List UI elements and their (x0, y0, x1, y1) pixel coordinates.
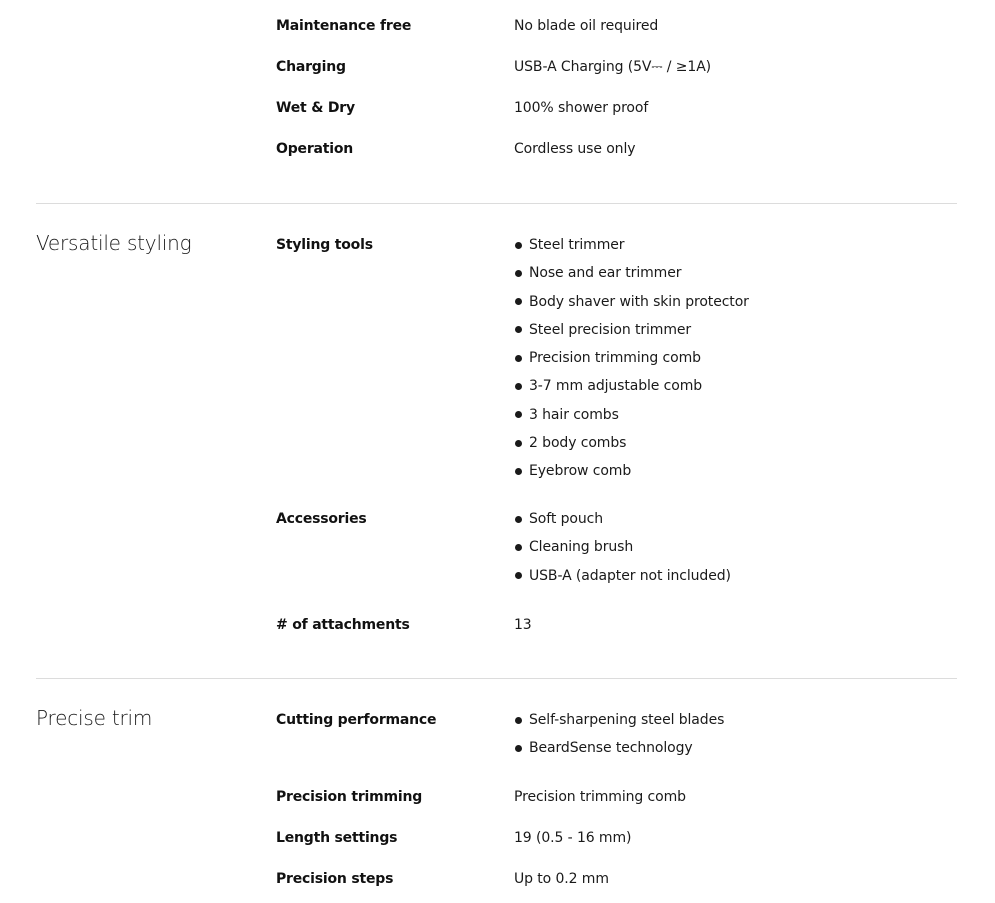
list-item: Self-sharpening steel blades (514, 711, 724, 739)
spec-value-attachments: 13 (514, 617, 532, 633)
spec-value-precision-trimming: Precision trimming comb (514, 789, 686, 805)
spec-label-attachments: # of attachments (276, 617, 410, 633)
section-divider (36, 203, 957, 204)
bullet-icon (515, 270, 522, 277)
list-item: Precision trimming comb (514, 349, 749, 377)
list-item: Cleaning brush (514, 538, 731, 566)
list-item: Nose and ear trimmer (514, 264, 749, 292)
cutting-performance-list (514, 711, 724, 768)
spec-label-operation: Operation (276, 141, 354, 157)
spec-value-maintenance: No blade oil required (514, 18, 659, 34)
list-item: USB-A (adapter not included) (514, 567, 731, 595)
accessories-list (514, 510, 731, 595)
bullet-icon (515, 411, 522, 418)
bullet-icon (515, 745, 522, 752)
spec-label-accessories: Accessories (276, 511, 367, 527)
bullet-icon (515, 468, 522, 475)
spec-value-precision-steps: Up to 0.2 mm (514, 871, 609, 887)
list-item: Body shaver with skin protector (514, 293, 749, 321)
list-item: Soft pouch (514, 510, 731, 538)
bullet-icon (515, 326, 522, 333)
spec-value-wet-dry: 100% shower proof (514, 100, 649, 116)
bullet-icon (515, 440, 522, 447)
section-title-versatile-styling: Versatile styling (36, 231, 192, 255)
bullet-icon (515, 355, 522, 362)
spec-label-cutting-performance: Cutting performance (276, 712, 437, 728)
list-item: Steel precision trimmer (514, 321, 749, 349)
list-item: 3 hair combs (514, 406, 749, 434)
bullet-icon (515, 383, 522, 390)
spec-label-precision-steps: Precision steps (276, 871, 394, 887)
spec-label-maintenance: Maintenance free (276, 18, 412, 34)
bullet-icon (515, 544, 522, 551)
spec-label-charging: Charging (276, 59, 346, 75)
spec-label-styling-tools: Styling tools (276, 237, 373, 253)
spec-value-operation: Cordless use only (514, 141, 636, 157)
list-item: BeardSense technology (514, 739, 724, 767)
spec-value-length-settings: 19 (0.5 - 16 mm) (514, 830, 632, 846)
bullet-icon (515, 298, 522, 305)
section-title-precise-trim: Precise trim (36, 706, 153, 730)
spec-label-wet-dry: Wet & Dry (276, 100, 355, 116)
bullet-icon (515, 717, 522, 724)
list-item: 3-7 mm adjustable comb (514, 377, 749, 405)
list-item: Steel trimmer (514, 236, 749, 264)
spec-label-precision-trimming: Precision trimming (276, 789, 423, 805)
spec-label-length-settings: Length settings (276, 830, 398, 846)
bullet-icon (515, 572, 522, 579)
section-divider (36, 678, 957, 679)
spec-value-charging: USB-A Charging (5V⎓ / ≥1A) (514, 59, 712, 75)
list-item: Eyebrow comb (514, 462, 749, 490)
list-item: 2 body combs (514, 434, 749, 462)
bullet-icon (515, 516, 522, 523)
bullet-icon (515, 242, 522, 249)
styling-tools-list (514, 236, 749, 491)
